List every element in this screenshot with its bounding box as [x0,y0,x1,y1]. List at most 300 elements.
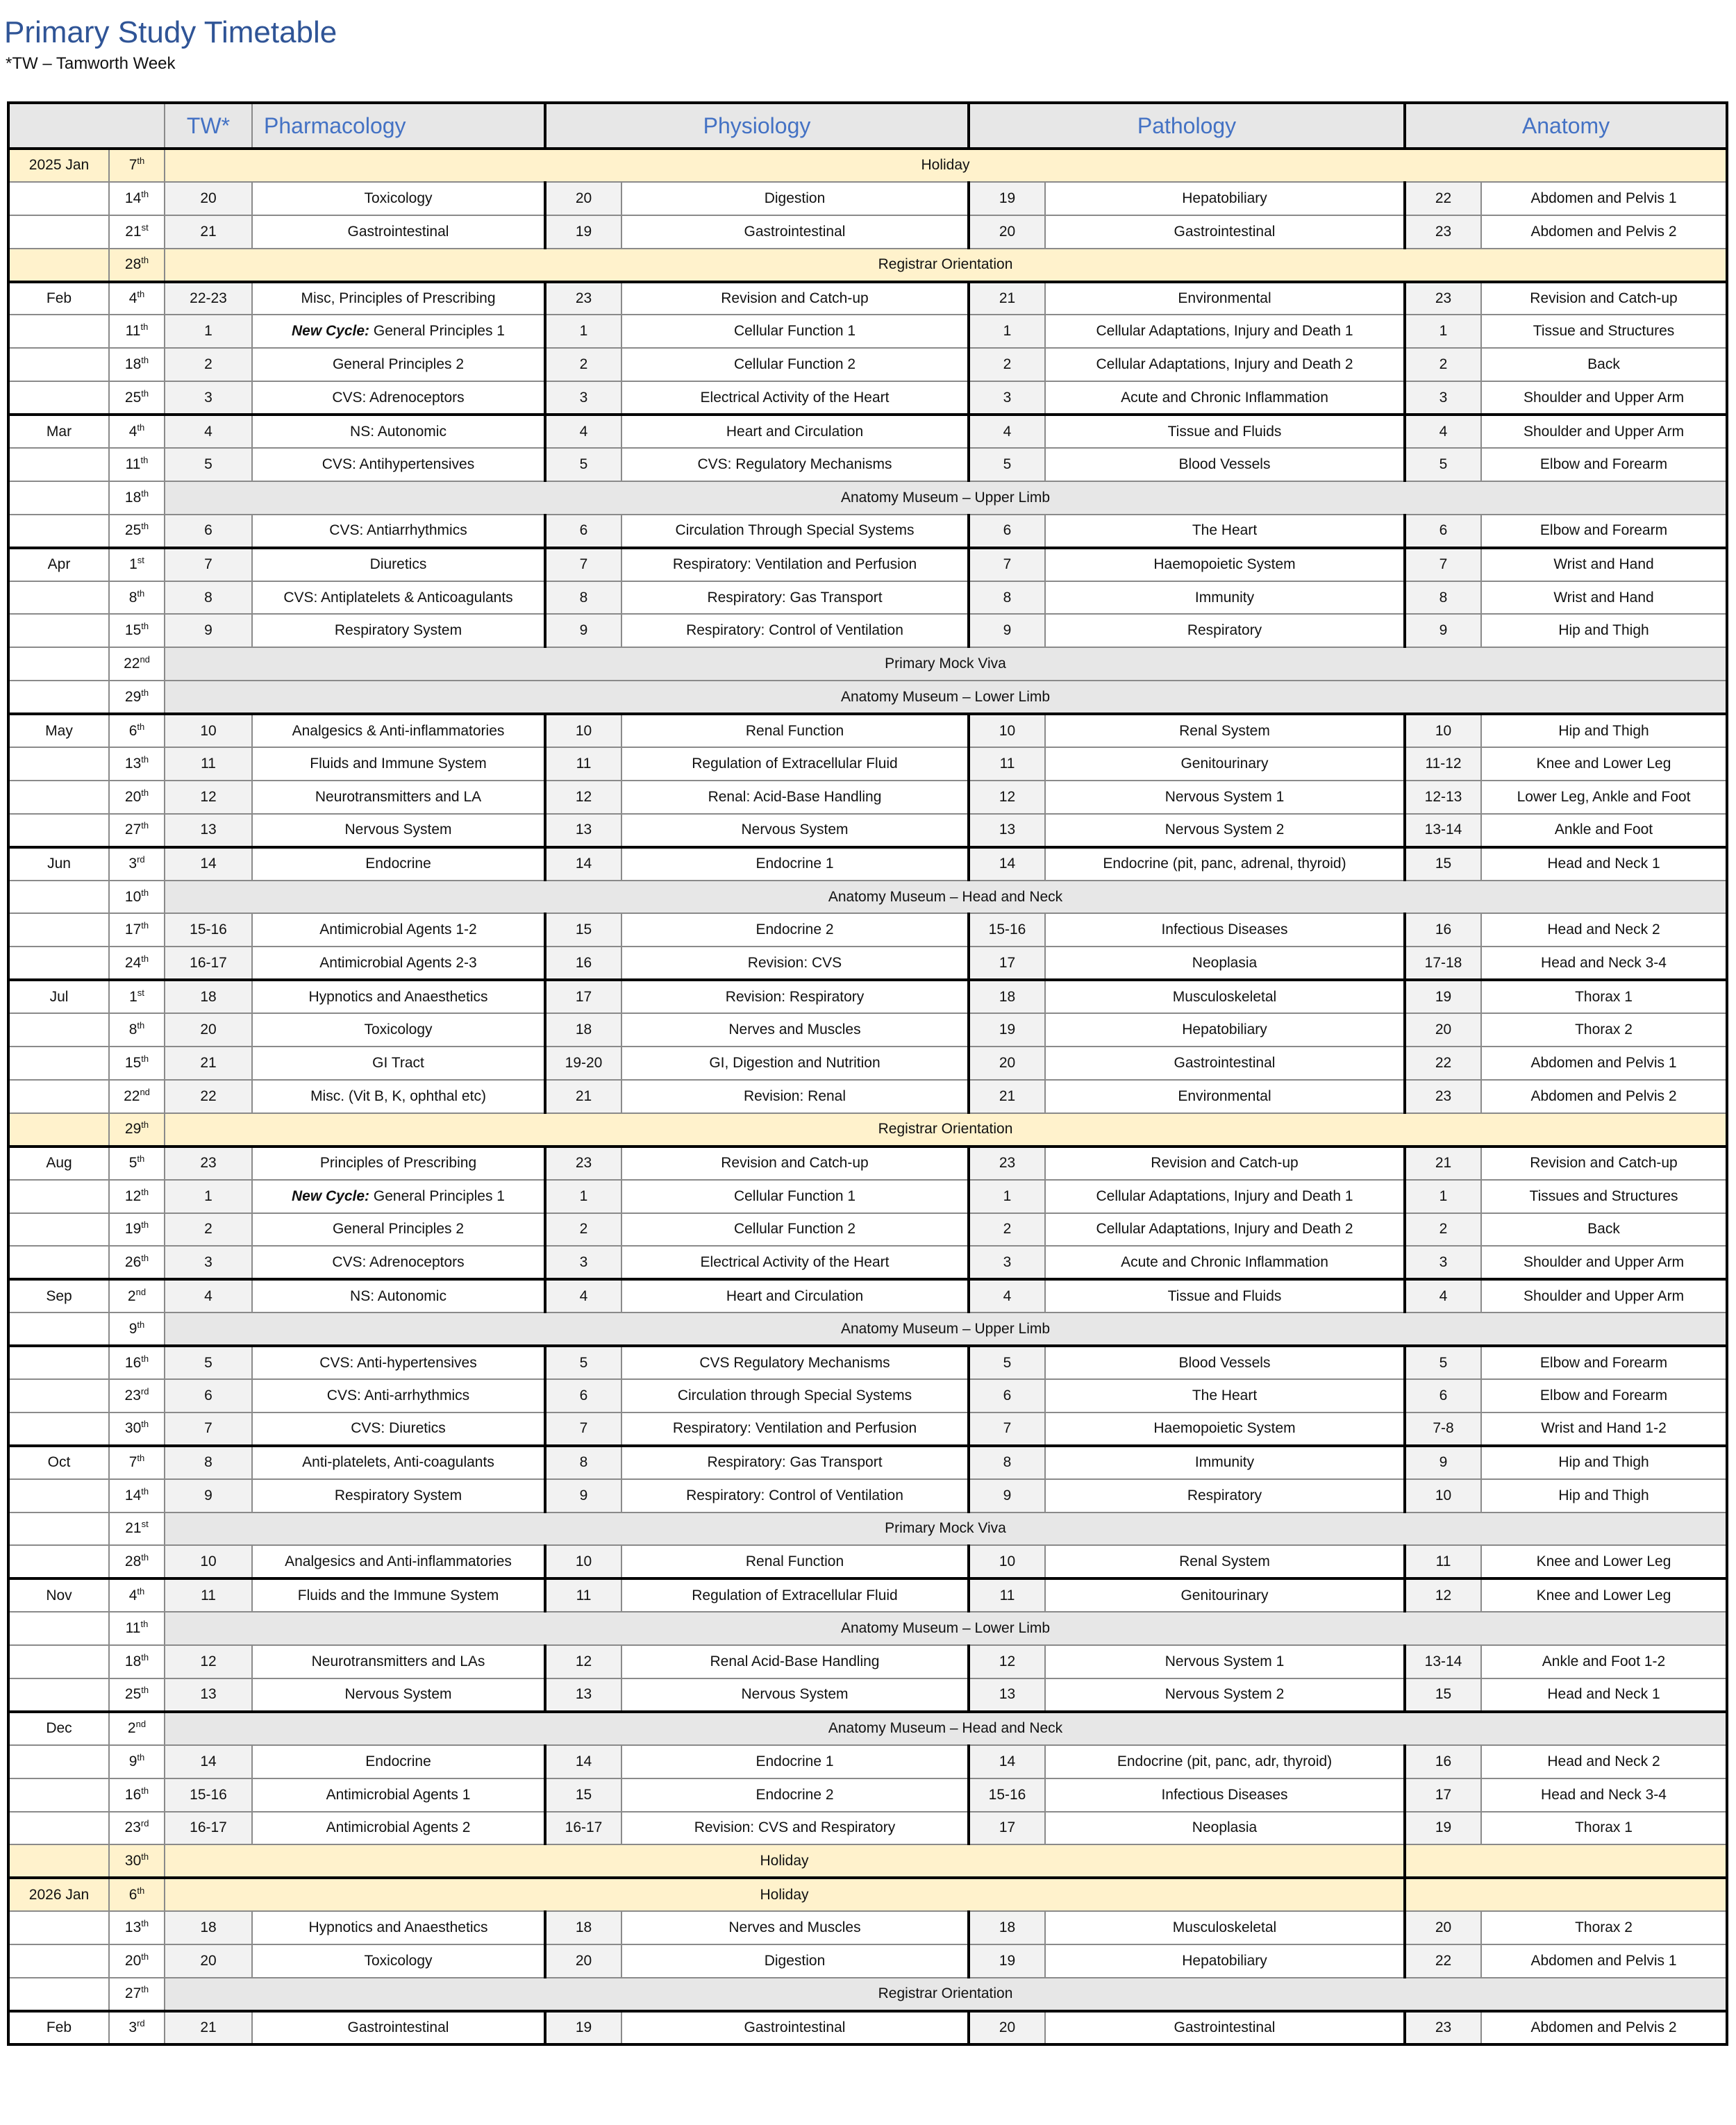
pharmacology-topic-cell: Gastrointestinal [252,2011,545,2044]
day-cell [109,1013,165,1047]
anatomy-topic-cell: Head and Neck 3-4 [1481,947,1727,980]
anatomy-tw-cell: 16 [1405,1745,1481,1778]
pathology-tw-cell: 14 [969,847,1045,881]
pharmacology-topic-cell: Fluids and the Immune System [252,1578,545,1612]
day-number: 21 [125,223,142,240]
pharmacology-topic-cell: Nervous System [252,814,545,847]
month-cell [8,614,109,647]
pharmacology-topic-cell: Toxicology [252,1013,545,1047]
day-suffix: th [141,787,149,798]
event-label: Registrar Orientation [165,1978,1727,2011]
pharmacology-tw-cell: 23 [165,1147,252,1180]
physiology-topic-cell: Circulation through Special Systems [621,1379,969,1412]
anatomy-tw-cell: 21 [1405,1147,1481,1180]
tw-header: TW* [165,103,252,149]
pathology-tw-cell: 15-16 [969,1778,1045,1812]
pharmacology-topic-cell: CVS: Anti-hypertensives [252,1346,545,1379]
pharmacology-topic-cell: Respiratory System [252,1479,545,1512]
anatomy-topic-cell: Lower Leg, Ankle and Foot [1481,781,1727,814]
anatomy-tw-cell: 4 [1405,415,1481,448]
day-number: 15 [124,1054,142,1071]
physiology-topic-cell: Respiratory: Gas Transport [621,581,969,615]
pharmacology-tw-cell: 3 [165,1246,252,1279]
physiology-topic-cell: Heart and Circulation [621,1279,969,1312]
week-row [8,747,1727,781]
pathology-tw-cell: 2 [969,1213,1045,1247]
day-cell [109,681,165,714]
physiology-tw-cell: 8 [545,581,621,615]
pathology-tw-cell: 6 [969,1379,1045,1412]
day-suffix: th [141,255,149,266]
day-cell [109,1911,165,1944]
day-cell [109,2011,165,2044]
day-suffix: th [137,1585,145,1597]
pharmacology-tw-cell: 10 [165,1545,252,1578]
pathology-topic-cell: Revision and Catch-up [1045,1147,1405,1180]
pathology-topic-cell: The Heart [1045,1379,1405,1412]
anatomy-topic-cell: Hip and Thigh [1481,614,1727,647]
pharmacology-tw-cell: 3 [165,381,252,415]
day-suffix: rd [137,2017,145,2028]
event-label: Anatomy Museum – Head and Neck [165,881,1727,914]
physiology-tw-cell: 15 [545,1778,621,1812]
physiology-topic-cell: Respiratory: Ventilation and Perfusion [621,548,969,581]
anatomy-tw-cell: 23 [1405,215,1481,249]
day-number: 25 [124,389,142,406]
physiology-topic-cell: Respiratory: Control of Ventilation [621,1479,969,1512]
day-suffix: th [141,355,149,366]
physiology-topic-cell: Gastrointestinal [621,2011,969,2044]
pharmacology-topic-cell: Fluids and Immune System [252,747,545,781]
day-number: 1 [129,556,137,573]
day-number: 23 [124,1387,141,1403]
day-number: 18 [124,489,142,506]
pharmacology-tw-cell: 9 [165,1479,252,1512]
month-cell [8,1379,109,1412]
day-suffix: rd [140,1385,149,1397]
physiology-topic-cell: Cellular Function 2 [621,348,969,381]
anatomy-topic-cell: Abdomen and Pelvis 2 [1481,1080,1727,1113]
new-cycle-label: New Cycle: [292,1188,370,1204]
pathology-topic-cell: Tissue and Fluids [1045,1279,1405,1312]
pathology-tw-cell: 19 [969,1944,1045,1978]
pharmacology-topic-cell: Antimicrobial Agents 1-2 [252,913,545,947]
day-number: 23 [124,1819,141,1836]
pathology-tw-cell: 21 [969,282,1045,315]
day-cell [109,315,165,348]
day-cell [109,1113,165,1147]
blank-cell [1405,1878,1727,1911]
month-cell [8,1978,109,2011]
day-suffix: th [140,454,149,465]
physiology-tw-cell: 11 [545,747,621,781]
day-suffix: th [141,1918,149,1929]
month-cell [8,1346,109,1379]
pathology-topic-cell: Immunity [1045,581,1405,615]
day-number: 12 [124,1188,142,1204]
anatomy-topic-cell: Thorax 1 [1481,980,1727,1013]
day-suffix: th [137,156,145,167]
pharmacology-tw-cell: 5 [165,1346,252,1379]
pharmacology-topic-cell: NS: Autonomic [252,415,545,448]
anatomy-tw-cell: 2 [1405,348,1481,381]
day-cell [109,847,165,881]
new-cycle-label: New Cycle: [292,323,370,340]
pharmacology-tw-cell: 11 [165,747,252,781]
physiology-tw-cell: 13 [545,1678,621,1712]
physiology-tw-cell: 12 [545,1645,621,1678]
anatomy-tw-cell: 9 [1405,1446,1481,1479]
pathology-tw-cell: 23 [969,1147,1045,1180]
physiology-topic-cell: Regulation of Extracellular Fluid [621,747,969,781]
month-cell [8,1412,109,1446]
anatomy-tw-cell: 7 [1405,548,1481,581]
week-row [8,1080,1727,1113]
day-number: 11 [125,456,141,472]
physiology-topic-cell: GI, Digestion and Nutrition [621,1047,969,1080]
pathology-topic-cell: Renal System [1045,714,1405,747]
day-number: 14 [124,190,142,206]
physiology-tw-cell: 15 [545,913,621,947]
pharmacology-topic-cell: CVS: Antiarrhythmics [252,515,545,548]
day-suffix: th [141,1984,149,1995]
day-cell [109,881,165,914]
month-cell [8,1180,109,1213]
week-row [8,781,1727,814]
event-label: Registrar Orientation [165,249,1727,282]
week-row [8,1246,1727,1279]
month-cell [8,515,109,548]
physiology-topic-cell: Nervous System [621,814,969,847]
physiology-tw-cell: 9 [545,1479,621,1512]
pharmacology-topic-cell: CVS: Anti-arrhythmics [252,1379,545,1412]
day-suffix: th [141,1252,149,1263]
month-cell: 2025 Jan [8,149,109,182]
month-cell [8,913,109,947]
day-number: 21 [125,1520,142,1537]
pathology-tw-cell: 9 [969,1479,1045,1512]
day-cell [109,1446,165,1479]
pharmacology-topic-cell: Neurotransmitters and LA [252,781,545,814]
day-suffix: th [137,422,145,433]
week-row [8,2011,1727,2044]
pathology-topic-cell: Haemopoietic System [1045,1412,1405,1446]
event-row [8,647,1727,681]
day-suffix: st [141,1519,149,1530]
anatomy-header: Anatomy [1405,103,1727,149]
pharmacology-tw-cell: 11 [165,1578,252,1612]
month-cell: Mar [8,415,109,448]
physiology-topic-cell: Respiratory: Gas Transport [621,1446,969,1479]
day-cell [109,1080,165,1113]
anatomy-tw-cell: 23 [1405,1080,1481,1113]
day-number: 26 [124,1253,142,1270]
day-suffix: th [141,920,149,931]
day-suffix: th [141,953,149,964]
event-label: Holiday [165,1844,1405,1878]
pharmacology-tw-cell: 10 [165,714,252,747]
pharmacology-tw-cell: 21 [165,215,252,249]
pathology-topic-cell: Nervous System 1 [1045,781,1405,814]
day-number: 16 [124,1354,142,1371]
pathology-tw-cell: 13 [969,814,1045,847]
pharmacology-topic-cell [252,315,545,348]
day-suffix: th [141,1353,149,1364]
day-suffix: th [137,1153,145,1165]
anatomy-topic-cell: Wrist and Hand [1481,548,1727,581]
anatomy-tw-cell: 4 [1405,1279,1481,1312]
day-cell [109,1346,165,1379]
month-cell [8,481,109,515]
pathology-tw-cell: 12 [969,1645,1045,1678]
day-number: 30 [124,1420,142,1437]
day-cell [109,1745,165,1778]
physiology-tw-cell: 20 [545,1944,621,1978]
pathology-topic-cell: Genitourinary [1045,747,1405,781]
physiology-topic-cell: Endocrine 2 [621,913,969,947]
pharmacology-tw-cell: 4 [165,415,252,448]
day-number: 9 [128,1753,137,1769]
day-cell [109,282,165,315]
pharmacology-topic-cell: Toxicology [252,1944,545,1978]
month-cell [8,1778,109,1812]
month-cell [8,814,109,847]
month-cell [8,1812,109,1845]
physiology-tw-cell: 10 [545,1545,621,1578]
pharmacology-topic-cell: Endocrine [252,847,545,881]
anatomy-tw-cell: 3 [1405,381,1481,415]
physiology-tw-cell: 5 [545,1346,621,1379]
month-cell [8,1545,109,1578]
day-suffix: nd [135,1286,147,1297]
day-number: 3 [128,2019,137,2035]
pathology-tw-cell: 6 [969,515,1045,548]
event-row [8,1844,1727,1878]
day-number: 7 [128,1454,137,1471]
physiology-topic-cell: Revision: CVS and Respiratory [621,1812,969,1845]
physiology-tw-cell: 13 [545,814,621,847]
pathology-tw-cell: 5 [969,448,1045,481]
month-cell [8,348,109,381]
day-number: 13 [124,1919,142,1936]
week-row [8,1645,1727,1678]
timetable [7,101,1728,2046]
event-row [8,481,1727,515]
pathology-topic-cell: Acute and Chronic Inflammation [1045,1246,1405,1279]
pathology-topic-cell: Gastrointestinal [1045,1047,1405,1080]
week-row [8,548,1727,581]
pharmacology-topic-cell: CVS: Antiplatelets & Anticoagulants [252,581,545,615]
date-header [8,103,165,149]
pharmacology-tw-cell: 16-17 [165,947,252,980]
anatomy-topic-cell: Abdomen and Pelvis 2 [1481,2011,1727,2044]
pharmacology-tw-cell: 9 [165,614,252,647]
week-row [8,1013,1727,1047]
day-suffix: th [137,721,145,732]
day-suffix: rd [140,1818,149,1829]
physiology-topic-cell: Revision and Catch-up [621,282,969,315]
week-row [8,1346,1727,1379]
event-row [8,249,1727,282]
pathology-topic-cell: Blood Vessels [1045,448,1405,481]
anatomy-tw-cell: 20 [1405,1911,1481,1944]
anatomy-topic-cell: Elbow and Forearm [1481,1346,1727,1379]
anatomy-tw-cell: 5 [1405,448,1481,481]
physiology-topic-cell: Endocrine 1 [621,1745,969,1778]
day-cell [109,1812,165,1845]
anatomy-topic-cell: Abdomen and Pelvis 2 [1481,215,1727,249]
day-cell [109,481,165,515]
day-suffix: th [141,1419,149,1430]
month-cell [8,1512,109,1546]
topic-text: General Principles 1 [373,323,505,340]
pathology-topic-cell: Musculoskeletal [1045,980,1405,1013]
physiology-topic-cell: Respiratory: Ventilation and Perfusion [621,1412,969,1446]
anatomy-topic-cell: Abdomen and Pelvis 1 [1481,182,1727,215]
day-suffix: th [141,887,149,898]
week-row [8,1578,1727,1612]
physiology-tw-cell: 4 [545,1279,621,1312]
pathology-topic-cell: Nervous System 2 [1045,814,1405,847]
physiology-tw-cell: 11 [545,1578,621,1612]
pathology-tw-cell: 3 [969,1246,1045,1279]
anatomy-topic-cell: Revision and Catch-up [1481,282,1727,315]
day-cell [109,1047,165,1080]
anatomy-tw-cell: 1 [1405,1180,1481,1213]
pharmacology-topic-cell: Misc, Principles of Prescribing [252,282,545,315]
event-row [8,1612,1727,1645]
day-suffix: th [137,1751,145,1762]
month-cell: Apr [8,548,109,581]
day-cell [109,1944,165,1978]
pathology-tw-cell: 17 [969,1812,1045,1845]
day-number: 11 [125,1620,141,1637]
anatomy-tw-cell: 12-13 [1405,781,1481,814]
day-cell [109,1578,165,1612]
day-suffix: th [141,388,149,399]
month-cell [8,249,109,282]
day-suffix: th [137,1020,145,1031]
day-cell [109,1512,165,1546]
day-cell [109,448,165,481]
pathology-tw-cell: 3 [969,381,1045,415]
pathology-tw-cell: 18 [969,1911,1045,1944]
week-row [8,947,1727,980]
month-cell: Sep [8,1279,109,1312]
anatomy-tw-cell: 22 [1405,1047,1481,1080]
day-suffix: th [141,753,149,765]
day-suffix: nd [140,654,150,665]
month-cell [8,1911,109,1944]
day-cell [109,947,165,980]
pathology-topic-cell: Acute and Chronic Inflammation [1045,381,1405,415]
week-row [8,448,1727,481]
pharmacology-tw-cell: 8 [165,1446,252,1479]
anatomy-topic-cell: Elbow and Forearm [1481,1379,1727,1412]
month-cell [8,1080,109,1113]
anatomy-tw-cell: 23 [1405,2011,1481,2044]
pathology-topic-cell: The Heart [1045,515,1405,548]
pathology-tw-cell: 11 [969,1578,1045,1612]
week-row [8,614,1727,647]
pharmacology-tw-cell: 6 [165,1379,252,1412]
anatomy-tw-cell: 17 [1405,1778,1481,1812]
day-number: 5 [128,1155,137,1172]
week-row [8,1180,1727,1213]
pathology-topic-cell: Nervous System 2 [1045,1678,1405,1712]
week-row [8,1545,1727,1578]
pharmacology-tw-cell: 2 [165,348,252,381]
anatomy-tw-cell: 19 [1405,1812,1481,1845]
week-row [8,980,1727,1013]
event-row [8,881,1727,914]
pathology-topic-cell: Cellular Adaptations, Injury and Death 2 [1045,1213,1405,1247]
day-suffix: th [141,1551,149,1562]
pathology-tw-cell: 7 [969,1412,1045,1446]
week-row [8,814,1727,847]
week-row [8,1745,1727,1778]
anatomy-topic-cell: Hip and Thigh [1481,1446,1727,1479]
anatomy-tw-cell: 13-14 [1405,814,1481,847]
month-cell [8,448,109,481]
anatomy-topic-cell: Abdomen and Pelvis 1 [1481,1944,1727,1978]
topic-text: General Principles 1 [373,1188,505,1204]
day-suffix: th [141,1685,149,1696]
day-number: 28 [124,1553,142,1569]
day-cell [109,1645,165,1678]
day-cell [109,581,165,615]
month-cell [8,747,109,781]
pharmacology-tw-cell: 16-17 [165,1812,252,1845]
day-cell [109,1279,165,1312]
month-cell [8,1745,109,1778]
week-row [8,1678,1727,1712]
day-cell [109,381,165,415]
day-number: 10 [124,888,142,905]
pharmacology-topic-cell [252,1180,545,1213]
physiology-tw-cell: 1 [545,315,621,348]
anatomy-topic-cell: Head and Neck 1 [1481,847,1727,881]
week-row [8,381,1727,415]
anatomy-tw-cell: 17-18 [1405,947,1481,980]
pathology-topic-cell: Immunity [1045,1446,1405,1479]
pathology-topic-cell: Cellular Adaptations, Injury and Death 2 [1045,348,1405,381]
physiology-topic-cell: Revision: Renal [621,1080,969,1113]
event-label: Holiday [165,149,1727,182]
pharmacology-topic-cell: CVS: Diuretics [252,1412,545,1446]
pharmacology-topic-cell: General Principles 2 [252,348,545,381]
week-row [8,1479,1727,1512]
physiology-topic-cell: Cellular Function 2 [621,1213,969,1247]
day-cell [109,348,165,381]
month-cell [8,1645,109,1678]
day-number: 28 [124,256,142,273]
day-cell [109,1678,165,1712]
anatomy-topic-cell: Revision and Catch-up [1481,1147,1727,1180]
week-row [8,1812,1727,1845]
physiology-topic-cell: Revision and Catch-up [621,1147,969,1180]
event-label: Anatomy Museum – Lower Limb [165,1612,1727,1645]
month-cell [8,647,109,681]
day-suffix: th [141,687,149,698]
anatomy-tw-cell: 22 [1405,182,1481,215]
pathology-tw-cell: 19 [969,1013,1045,1047]
event-row [8,149,1727,182]
day-suffix: th [141,1219,149,1231]
physiology-topic-cell: Revision: Respiratory [621,980,969,1013]
day-suffix: st [137,555,144,566]
physiology-topic-cell: Circulation Through Special Systems [621,515,969,548]
